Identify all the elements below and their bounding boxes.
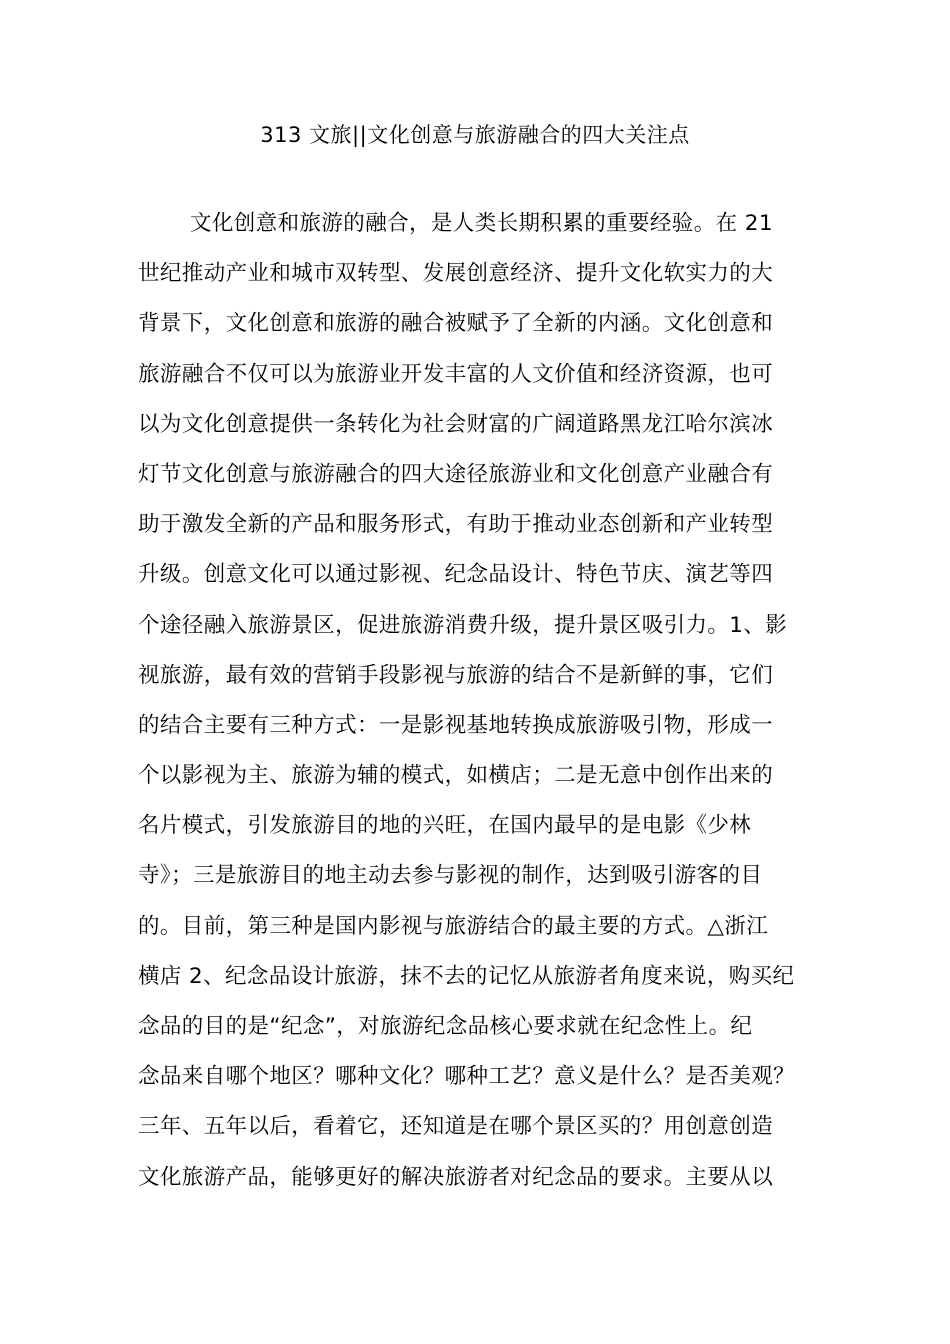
body-line: 视旅游，最有效的营销手段影视与旅游的结合不是新鲜的事，它们 bbox=[138, 662, 774, 688]
body-line: 念品来自哪个地区？哪种文化？哪种工艺？意义是什么？是否美观？ bbox=[138, 1064, 796, 1090]
body-line: 的。目前，第三种是国内影视与旅游结合的最主要的方式。△浙江 bbox=[138, 913, 769, 939]
body-line: 名片模式，引发旅游目的地的兴旺，在国内最早的是电影《少林 bbox=[138, 813, 752, 839]
body-line: 个以影视为主、旅游为辅的模式，如横店；二是无意中创作出来的 bbox=[138, 763, 774, 789]
body-line: 念品的目的是“纪念”，对旅游纪念品核心要求就在纪念性上。纪 bbox=[138, 1014, 753, 1039]
body-line: 旅游融合不仅可以为旅游业开发丰富的人文价值和经济资源，也可 bbox=[138, 361, 774, 387]
body-line: 个途径融入旅游景区，促进旅游消费升级，提升景区吸引力。1、影 bbox=[138, 612, 788, 638]
body-line: 升级。创意文化可以通过影视、纪念品设计、特色节庆、演艺等四 bbox=[138, 562, 774, 588]
body-line: 文化创意和旅游的融合，是人类长期积累的重要经验。在 21 bbox=[190, 211, 773, 236]
body-line: 横店 2、纪念品设计旅游，抹不去的记忆从旅游者角度来说，购买纪 bbox=[138, 963, 795, 989]
body-line: 灯节文化创意与旅游融合的四大途径旅游业和文化创意产业融合有 bbox=[138, 461, 774, 487]
body-line: 三年、五年以后，看着它，还知道是在哪个景区买的？用创意创造 bbox=[138, 1114, 774, 1140]
body-line: 的结合主要有三种方式：一是影视基地转换成旅游吸引物，形成一 bbox=[138, 712, 774, 738]
body-line: 助于激发全新的产品和服务形式，有助于推动业态创新和产业转型 bbox=[138, 512, 774, 538]
body-line: 世纪推动产业和城市双转型、发展创意经济、提升文化软实力的大 bbox=[138, 261, 774, 287]
body-line: 背景下，文化创意和旅游的融合被赋予了全新的内涵。文化创意和 bbox=[138, 311, 774, 337]
document-body bbox=[138, 206, 818, 1210]
body-line: 文化旅游产品，能够更好的解决旅游者对纪念品的要求。主要从以 bbox=[138, 1164, 774, 1190]
body-line: 以为文化创意提供一条转化为社会财富的广阔道路黑龙江哈尔滨冰 bbox=[138, 411, 774, 437]
body-line: 寺》；三是旅游目的地主动去参与影视的制作，达到吸引游客的目 bbox=[138, 863, 763, 889]
document-title: 313 文旅||文化创意与旅游融合的四大关注点 bbox=[260, 123, 690, 147]
